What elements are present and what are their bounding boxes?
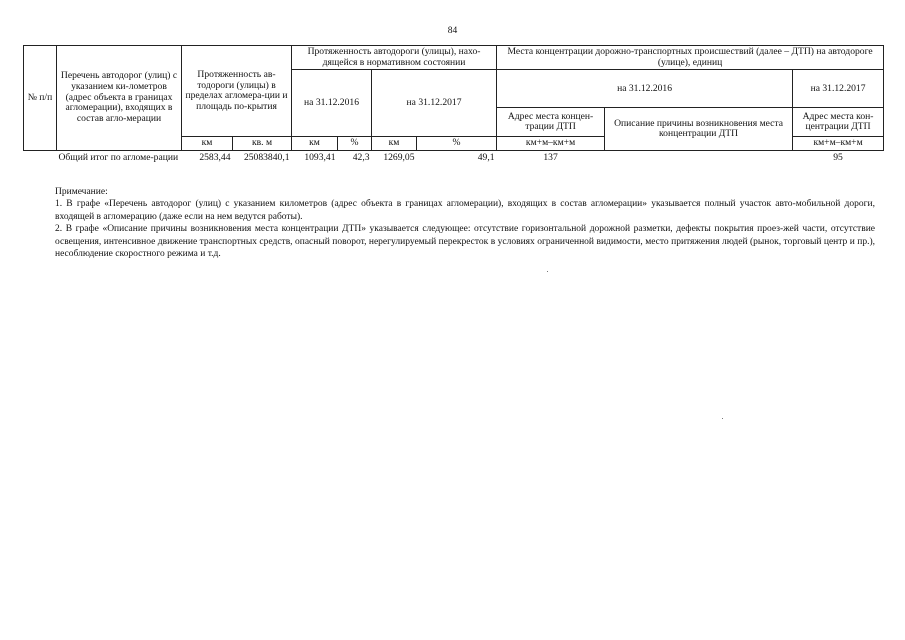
header-dtp-2016: на 31.12.2016 <box>497 70 793 108</box>
total-area-sq-m: 25083840,1 <box>243 152 290 164</box>
total-length-km: 2583,44 <box>199 152 231 164</box>
total-label: Общий итог по агломе-рации <box>58 152 179 164</box>
notes-title: Примечание: <box>55 187 108 197</box>
unit-norm-2016-km: км <box>292 137 338 151</box>
header-normative-state: Протяженность автодороги (улицы), нахо-дящейся в нормативном состоянии <box>292 46 497 70</box>
table-row <box>24 151 884 165</box>
header-dtp: Места концентрации дорожно-транспортных происшествий (далее – ДТП) на автодороге (улице), единиц <box>497 46 884 70</box>
total-norm-2017-percent: 49,1 <box>477 152 495 164</box>
header-dtp-2017: на 31.12.2017 <box>793 70 884 108</box>
unit-norm-2017-km: км <box>372 137 417 151</box>
notes-section <box>55 186 875 260</box>
total-dtp-2016: 137 <box>543 152 558 164</box>
total-norm-2016-km: 1093,41 <box>304 152 336 164</box>
note-item-1: 1. В графе «Перечень автодорог (улиц) с указанием километров (адрес объекта в границах агломерации), входящих в состав агломерации» указывается полный участок авто-мобильной дороги, входящей в агломерацию (даже если на нем ведутся работы). <box>55 199 875 222</box>
unit-dtp-2016-range: км+м–км+м <box>497 137 605 151</box>
total-dtp-2017: 95 <box>833 152 843 164</box>
header-road-list: Перечень автодорог (улиц) с указанием ки-лометров (адрес объекта в границах агломерации), входящих в состав агло-мерации <box>57 46 182 151</box>
unit-dtp-2017-range: км+м–км+м <box>793 137 884 151</box>
note-item-2: 2. В графе «Описание причины возникновения места концентрации ДТП» указывается следующее: отсутствие горизонтальной дорожной разметки, дефекты покрытия проез-жей части, отсутствие освещения, интенсивное движение транспортных средств, опасный поворот, нерегулируемый перекресток в условиях ограниченной видимости, место притяжения людей (рынок, торговый центр и пр.), несоблюдение скоростного режима и т.д. <box>55 224 875 260</box>
header-length: Протяженность ав-тодороги (улицы) в пределах агломера-ции и площадь по-крытия <box>182 46 292 137</box>
unit-area-sq-m: кв. м <box>233 137 292 151</box>
page-number: 84 <box>447 26 458 36</box>
header-dtp-address-2017: Адрес места кон-центрации ДТП <box>793 108 884 137</box>
unit-norm-2017-percent: % <box>417 137 497 151</box>
road-report-table <box>23 45 884 165</box>
header-number: № п/п <box>24 46 57 151</box>
scan-speck <box>722 418 723 419</box>
header-dtp-reason: Описание причины возникновения места концентрации ДТП <box>605 108 793 151</box>
header-dtp-address: Адрес места концен-трации ДТП <box>497 108 605 137</box>
unit-length-km: км <box>182 137 233 151</box>
unit-norm-2016-percent: % <box>338 137 372 151</box>
total-norm-2017-km: 1269,05 <box>383 152 415 164</box>
header-normative-2016: на 31.12.2016 <box>292 70 372 137</box>
total-norm-2016-percent: 42,3 <box>352 152 370 164</box>
scan-speck <box>547 271 548 272</box>
header-normative-2017: на 31.12.2017 <box>372 70 497 137</box>
